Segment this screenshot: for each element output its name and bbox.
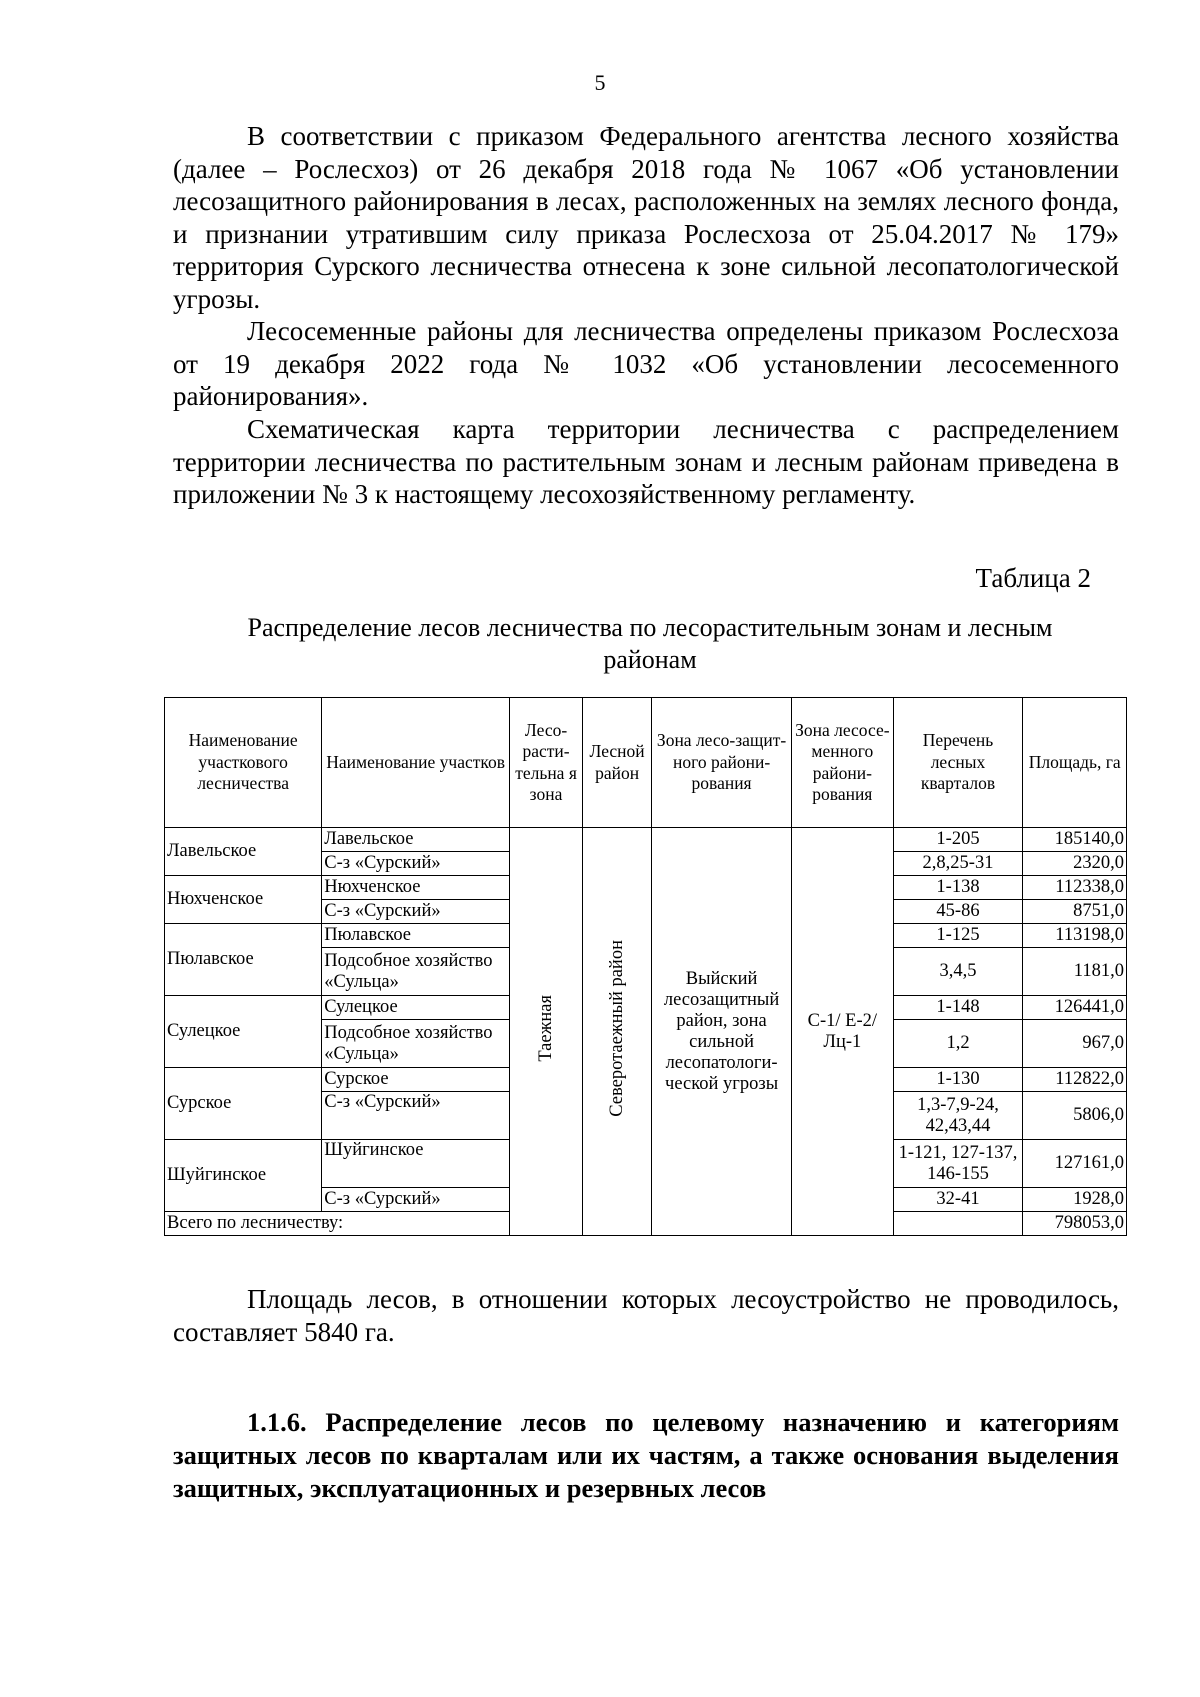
header-quarters: Перечень лесных кварталов [893, 698, 1023, 828]
seed-zone-cell: С-1/ Е-2/ Лц-1 [792, 828, 893, 1236]
unit-name: Сурское [165, 1068, 322, 1140]
unit-name: Нюхченское [165, 876, 322, 924]
quarters-cell: 45-86 [893, 900, 1023, 924]
plot-name: С-з «Сурский» [322, 1188, 510, 1212]
area-cell: 113198,0 [1023, 924, 1127, 948]
area-cell: 1181,0 [1023, 948, 1127, 996]
quarters-cell: 3,4,5 [893, 948, 1023, 996]
area-cell: 185140,0 [1023, 828, 1127, 852]
quarters-cell: 1-125 [893, 924, 1023, 948]
area-cell: 126441,0 [1023, 996, 1127, 1020]
header-plot: Наименование участков [322, 698, 510, 828]
unit-name: Сулецкое [165, 996, 322, 1068]
area-cell: 127161,0 [1023, 1140, 1127, 1188]
plot-name: С-з «Сурский» [322, 1092, 510, 1140]
plot-name: Шуйгинское [322, 1140, 510, 1188]
total-area: 798053,0 [1023, 1212, 1127, 1236]
plot-name: Пюлавское [322, 924, 510, 948]
quarters-cell: 1-138 [893, 876, 1023, 900]
plot-name: Лавельское [322, 828, 510, 852]
quarters-cell: 32-41 [893, 1188, 1023, 1212]
paragraph-2: Лесосеменные районы для лесничества определены приказом Рослесхоза от 19 декабря 2022 года № 1032 «Об установлении лесосеменного районирования». [173, 316, 1119, 411]
plot-name: Подсобное хозяйство «Сульца» [322, 948, 510, 996]
header-unit: Наименование участкового лесничества [165, 698, 322, 828]
header-veg-zone: Лесо-расти-тельна я зона [510, 698, 583, 828]
forest-distribution-table [164, 697, 1127, 1236]
paragraph-1: В соответствии с приказом Федерального агентства лесного хозяйства (далее – Рослесхоз) от 26 декабря 2018 года № 1067 «Об установлении лесозащитного районирования в лесах, расположенных на землях лесного фонда, и признании утратившим силу приказа Рослесхоза от 25.04.2017 № 179» территория Сурского лесничества отнесена к зоне сильной лесопатологической угрозы. [173, 121, 1119, 314]
total-label: Всего по лесничеству: [165, 1212, 1023, 1236]
section-heading: 1.1.6. Распределение лесов по целевому назначению и категориям защитных лесов по кварталам или их частям, а также основания выделения защитных, эксплуатационных и резервных лесов [173, 1407, 1119, 1503]
table-total-row [165, 1212, 1127, 1236]
veg-zone-cell: Таежная [510, 828, 583, 1236]
plot-name: Нюхченское [322, 876, 510, 900]
header-area: Площадь, га [1023, 698, 1127, 828]
area-cell: 2320,0 [1023, 852, 1127, 876]
area-cell: 112338,0 [1023, 876, 1127, 900]
area-cell: 8751,0 [1023, 900, 1127, 924]
area-cell: 1928,0 [1023, 1188, 1127, 1212]
plot-name: С-з «Сурский» [322, 852, 510, 876]
quarters-cell: 2,8,25-31 [893, 852, 1023, 876]
protect-zone-cell: Выйский лесозащитный район, зона сильной лесопатологи-ческой угрозы [652, 828, 792, 1236]
table-title: Распределение лесов лесничества по лесорастительным зонам и лесным районам [247, 613, 1053, 674]
area-cell: 5806,0 [1023, 1092, 1127, 1140]
paragraph-3: Схематическая карта территории лесничества с распределением территории лесничества по растительным зонам и лесным районам приведена в приложении № 3 к настоящему лесохозяйственному регламенту. [173, 414, 1119, 509]
quarters-cell: 1-130 [893, 1068, 1023, 1092]
table-label: Таблица 2 [975, 563, 1091, 593]
plot-name: Подсобное хозяйство «Сульца» [322, 1020, 510, 1068]
quarters-cell: 1,3-7,9-24, 42,43,44 [893, 1092, 1023, 1140]
page-number: 5 [594, 70, 606, 95]
quarters-cell: 1-205 [893, 828, 1023, 852]
table-row [165, 828, 1127, 852]
header-protect-zone: Зона лесо-защит-ного райони-рования [652, 698, 792, 828]
plot-name: С-з «Сурский» [322, 900, 510, 924]
plot-name: Сурское [322, 1068, 510, 1092]
quarters-cell: 1-148 [893, 996, 1023, 1020]
paragraph-after-table: Площадь лесов, в отношении которых лесоустройство не проводилось, составляет 5840 га. [173, 1284, 1119, 1347]
area-cell: 967,0 [1023, 1020, 1127, 1068]
forest-region-cell: Северотаежный район [583, 828, 652, 1236]
header-seed-zone: Зона лесосе-менного райони-рования [792, 698, 893, 828]
header-forest-region: Лесной район [583, 698, 652, 828]
quarters-cell: 1-121, 127-137, 146-155 [893, 1140, 1023, 1188]
unit-name: Шуйгинское [165, 1140, 322, 1212]
unit-name: Пюлавское [165, 924, 322, 996]
table-header-row [165, 698, 1127, 828]
quarters-cell: 1,2 [893, 1020, 1023, 1068]
unit-name: Лавельское [165, 828, 322, 876]
area-cell: 112822,0 [1023, 1068, 1127, 1092]
plot-name: Сулецкое [322, 996, 510, 1020]
